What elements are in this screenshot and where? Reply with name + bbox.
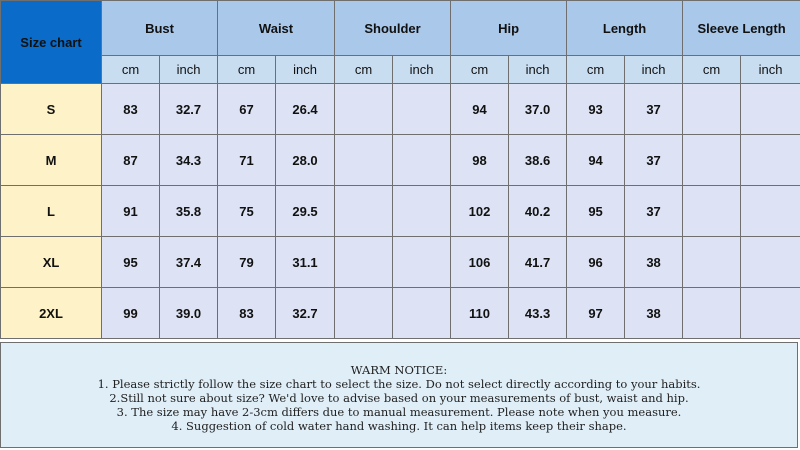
table-cell: 71 (218, 135, 276, 186)
size-label: S (1, 84, 102, 135)
table-cell (683, 237, 741, 288)
table-cell: 37.0 (509, 84, 567, 135)
notice-line: 3. The size may have 2-3cm differs due to manual measurement. Please note when you measure. (116, 405, 682, 419)
table-cell: 110 (451, 288, 509, 339)
table-cell: 28.0 (276, 135, 335, 186)
table-cell: 29.5 (276, 186, 335, 237)
table-cell: 37.4 (160, 237, 218, 288)
table-cell: 99 (102, 288, 160, 339)
size-label: 2XL (1, 288, 102, 339)
table-cell: 40.2 (509, 186, 567, 237)
column-header-bust: Bust (102, 1, 218, 56)
table-cell: 75 (218, 186, 276, 237)
table-cell (393, 135, 451, 186)
table-cell: 37 (625, 84, 683, 135)
table-cell: 106 (451, 237, 509, 288)
table-cell: 79 (218, 237, 276, 288)
table-cell (393, 288, 451, 339)
table-cell (741, 186, 800, 237)
table-cell (393, 237, 451, 288)
table-cell: 32.7 (276, 288, 335, 339)
table-cell (335, 237, 393, 288)
unit-header-cm: cm (102, 56, 160, 84)
unit-header-inch: inch (160, 56, 218, 84)
column-header-length: Length (567, 1, 683, 56)
notice-line: 4. Suggestion of cold water hand washing. It can help items keep their shape. (171, 419, 627, 433)
table-cell: 87 (102, 135, 160, 186)
table-cell (335, 84, 393, 135)
table-cell (741, 288, 800, 339)
table-cell: 98 (451, 135, 509, 186)
table-cell (683, 135, 741, 186)
table-cell: 38 (625, 237, 683, 288)
table-cell: 34.3 (160, 135, 218, 186)
unit-header-cm: cm (218, 56, 276, 84)
table-cell (683, 186, 741, 237)
size-label: M (1, 135, 102, 186)
table-cell: 38 (625, 288, 683, 339)
table-cell: 31.1 (276, 237, 335, 288)
unit-header-cm: cm (335, 56, 393, 84)
table-cell: 26.4 (276, 84, 335, 135)
size-label: L (1, 186, 102, 237)
table-cell: 94 (567, 135, 625, 186)
table-cell (683, 288, 741, 339)
table-cell: 93 (567, 84, 625, 135)
table-cell: 38.6 (509, 135, 567, 186)
table-cell: 37 (625, 186, 683, 237)
unit-header-inch: inch (741, 56, 800, 84)
table-cell: 37 (625, 135, 683, 186)
table-cell: 32.7 (160, 84, 218, 135)
warm-notice-box (0, 342, 798, 448)
column-header-waist: Waist (218, 1, 335, 56)
table-cell: 41.7 (509, 237, 567, 288)
table-cell: 102 (451, 186, 509, 237)
unit-header-inch: inch (509, 56, 567, 84)
notice-line: 2.Still not sure about size? We'd love to advise based on your measurements of bust, waist and hip. (109, 391, 689, 405)
table-cell: 83 (218, 288, 276, 339)
table-cell: 43.3 (509, 288, 567, 339)
table-cell (741, 84, 800, 135)
unit-header-inch: inch (276, 56, 335, 84)
table-cell: 67 (218, 84, 276, 135)
column-header-sleeve-length: Sleeve Length (683, 1, 800, 56)
table-cell (335, 135, 393, 186)
size-label: XL (1, 237, 102, 288)
table-cell (393, 84, 451, 135)
table-cell (683, 84, 741, 135)
table-cell: 97 (567, 288, 625, 339)
table-row (1, 288, 800, 339)
table-cell (335, 288, 393, 339)
notice-title: WARM NOTICE: (350, 363, 448, 377)
table-row (1, 135, 800, 186)
unit-header-inch: inch (393, 56, 451, 84)
table-row (1, 186, 800, 237)
table-cell: 95 (102, 237, 160, 288)
unit-header-cm: cm (683, 56, 741, 84)
table-cell (741, 135, 800, 186)
unit-header-cm: cm (567, 56, 625, 84)
size-chart-label: Size chart (1, 1, 102, 84)
table-row (1, 84, 800, 135)
table-cell (393, 186, 451, 237)
column-header-hip: Hip (451, 1, 567, 56)
table-cell: 94 (451, 84, 509, 135)
notice-line: 1. Please strictly follow the size chart to select the size. Do not select directly according to your habits. (97, 377, 701, 391)
table-cell (335, 186, 393, 237)
table-cell: 95 (567, 186, 625, 237)
table-cell: 91 (102, 186, 160, 237)
table-cell: 83 (102, 84, 160, 135)
table-cell: 96 (567, 237, 625, 288)
unit-header-cm: cm (451, 56, 509, 84)
table-cell (741, 237, 800, 288)
table-cell: 39.0 (160, 288, 218, 339)
table-row (1, 237, 800, 288)
unit-header-inch: inch (625, 56, 683, 84)
table-cell: 35.8 (160, 186, 218, 237)
column-header-shoulder: Shoulder (335, 1, 451, 56)
